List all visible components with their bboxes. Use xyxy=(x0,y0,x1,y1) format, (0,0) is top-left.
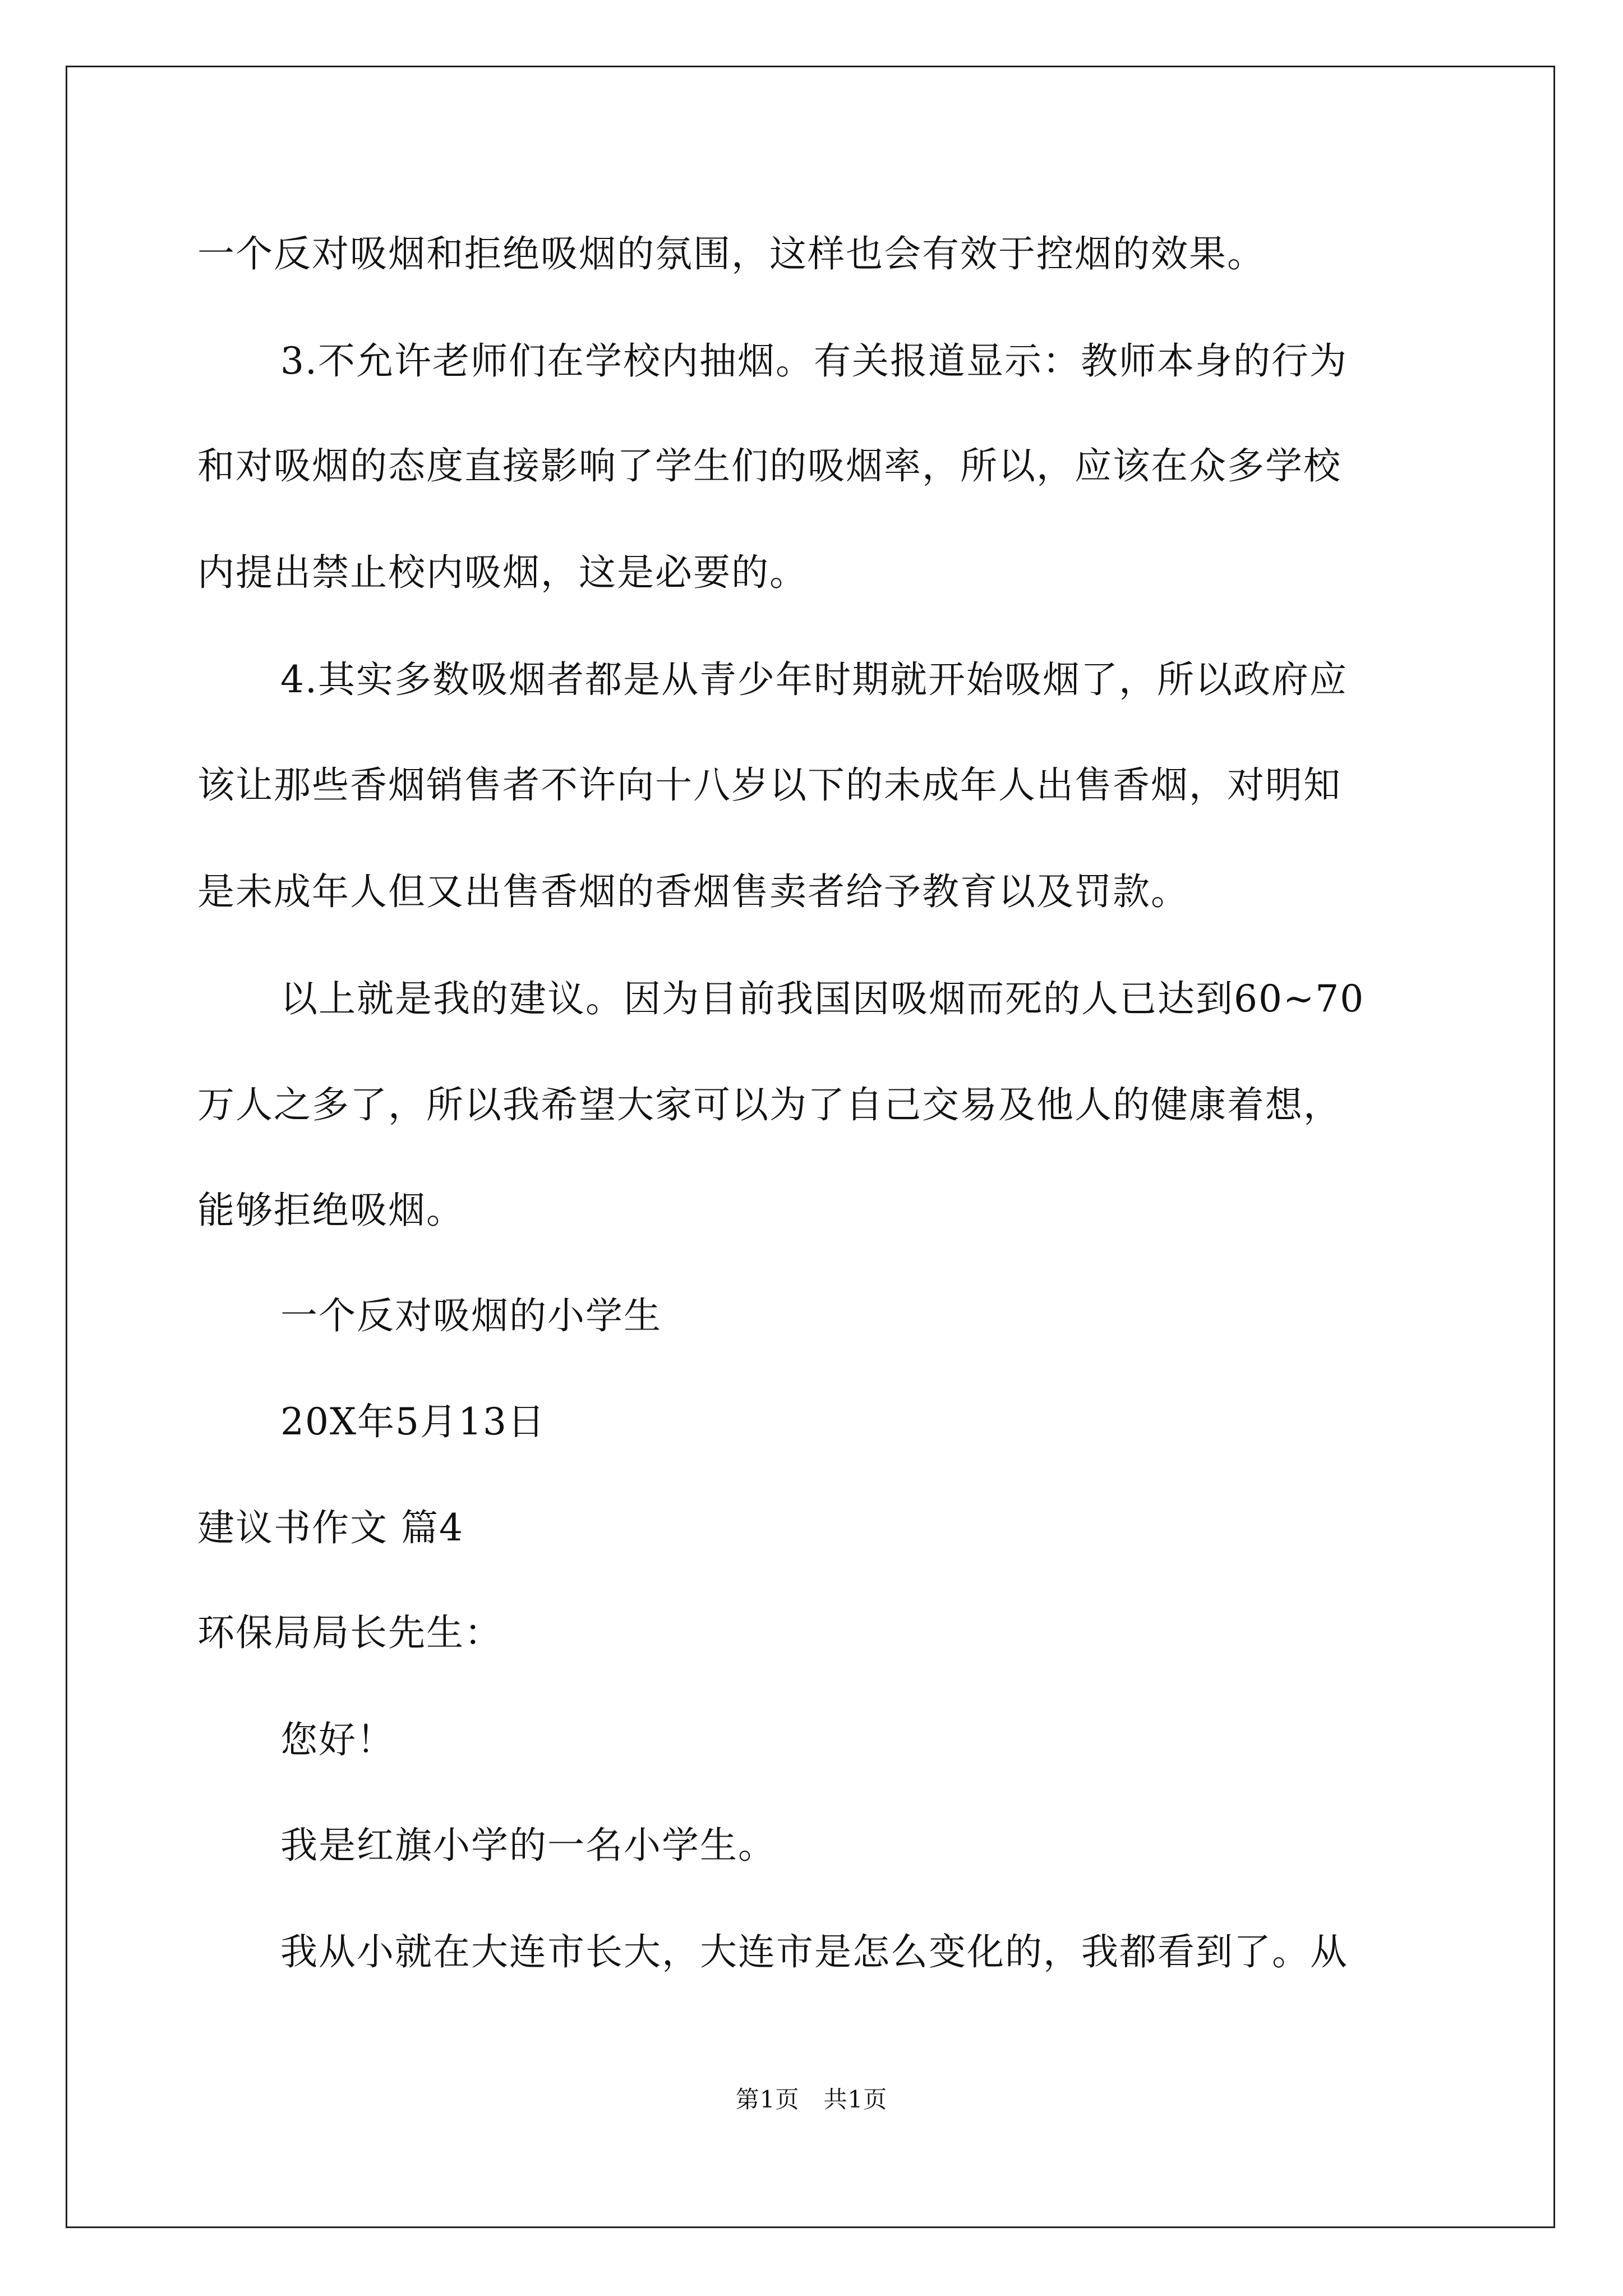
text-line: 我是红旗小学的一名小学生。 xyxy=(280,1824,776,1867)
text-line: 是未成年人但又出售香烟的香烟售卖者给予教育以及罚款。 xyxy=(197,870,1189,913)
text-line: 内提出禁止校内吸烟，这是必要的。 xyxy=(197,551,808,594)
text-line: 一个反对吸烟和拒绝吸烟的氛围，这样也会有效于控烟的效果。 xyxy=(197,232,1265,275)
signature-line: 一个反对吸烟的小学生 xyxy=(280,1294,662,1337)
text-line: 4.其实多数吸烟者都是从青少年时期就开始吸烟了，所以政府应 xyxy=(280,658,1348,701)
page-footer: 第1页 共1页 xyxy=(735,2086,888,2113)
page-border xyxy=(66,66,1555,2228)
salutation: 环保局局长先生： xyxy=(197,1611,502,1654)
text-line: 能够拒绝吸烟。 xyxy=(197,1189,464,1232)
section-heading: 建议书作文 篇4 xyxy=(197,1506,464,1549)
text-line: 以上就是我的建议。因为目前我国因吸烟而死的人已达到60~70 xyxy=(280,977,1365,1020)
greeting: 您好！ xyxy=(280,1718,395,1761)
text-line: 和对吸烟的态度直接影响了学生们的吸烟率，所以，应该在众多学校 xyxy=(197,444,1341,487)
text-line: 3.不允许老师们在学校内抽烟。有关报道显示：教师本身的行为 xyxy=(280,339,1348,383)
text-line: 万人之多了，所以我希望大家可以为了自己交易及他人的健康着想， xyxy=(197,1083,1341,1126)
text-line: 该让那些香烟销售者不许向十八岁以下的未成年人出售香烟，对明知 xyxy=(197,763,1341,807)
date-line: 20X年5月13日 xyxy=(280,1400,546,1443)
text-line: 我从小就在大连市长大，大连市是怎么变化的，我都看到了。从 xyxy=(280,1930,1348,1973)
